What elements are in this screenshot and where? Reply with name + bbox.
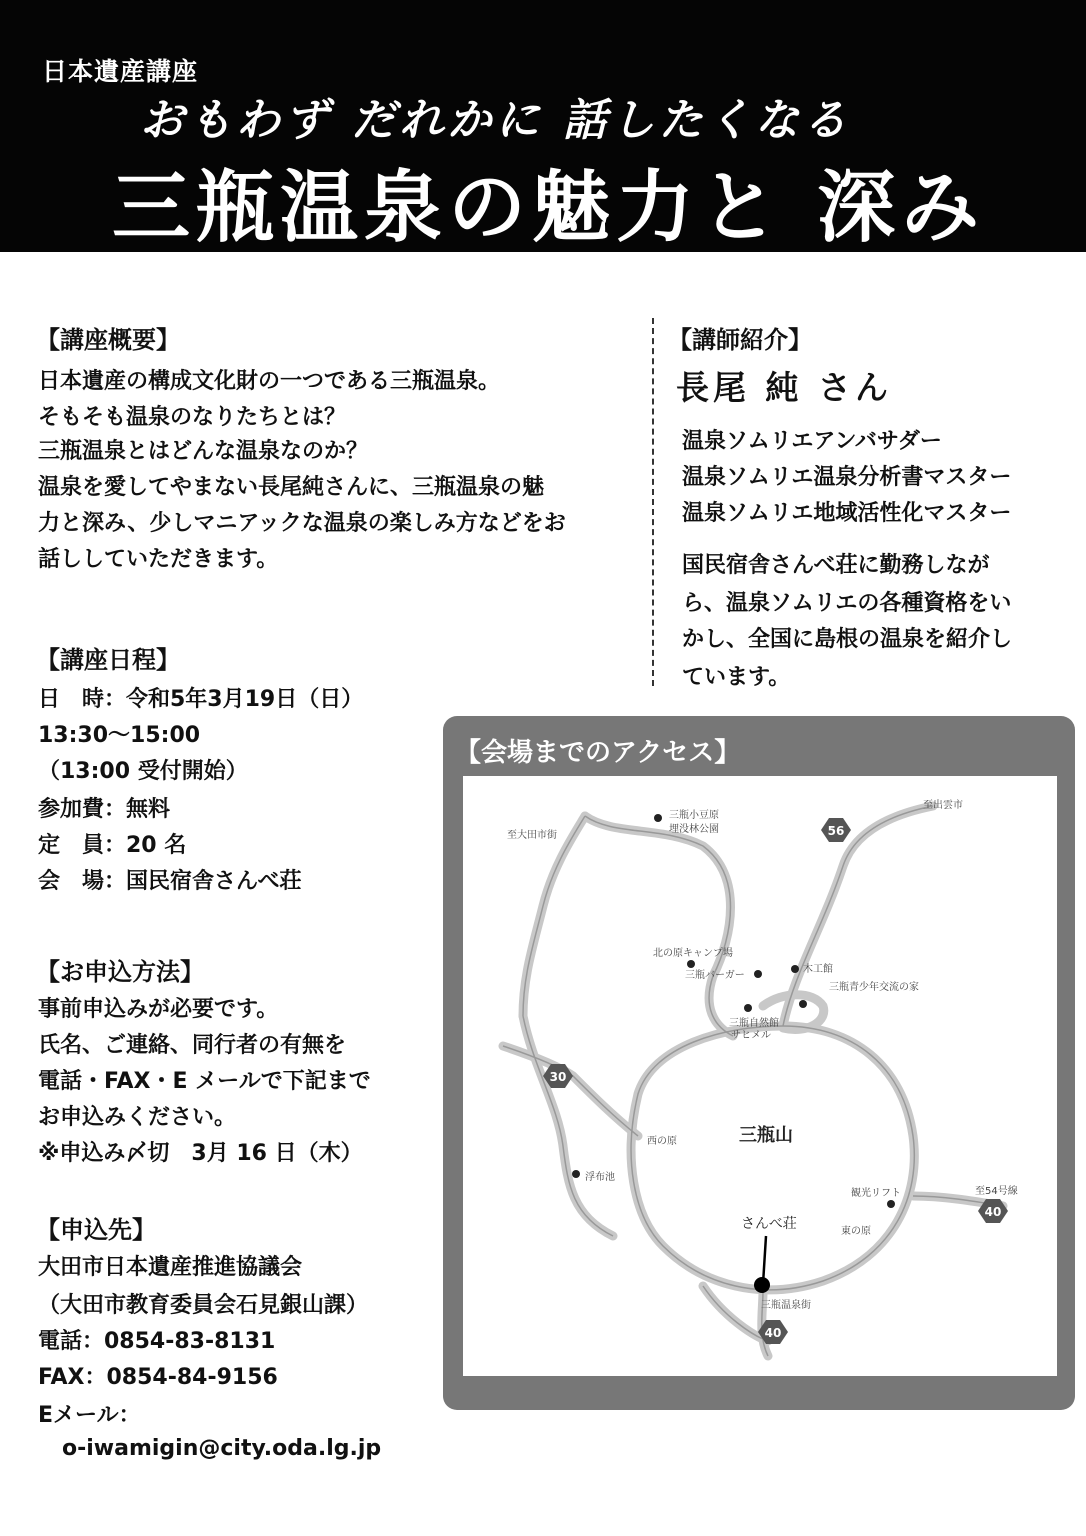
- contact-phone: 電話：0854-83-8131: [38, 1329, 276, 1354]
- map-label-mountain: 三瓶山: [739, 1125, 793, 1146]
- sanbe-so-marker: [754, 1277, 770, 1293]
- map-label-koutoubara: 三瓶小豆原: [669, 810, 719, 821]
- schedule-line: 参加費：無料: [38, 797, 171, 822]
- route-30-label: 30: [549, 1070, 567, 1084]
- apply-line: 電話・FAX・E メールで下記まで: [38, 1069, 371, 1094]
- apply-heading: 【お申込方法】: [36, 958, 204, 986]
- route-56-icon: [821, 818, 851, 842]
- map-label-izumo: 至出雲市: [923, 800, 963, 811]
- map-label-nishinohara: 西の原: [647, 1136, 677, 1147]
- schedule-heading: 【講座日程】: [36, 646, 180, 674]
- contact-dept: （大田市教育委員会石見銀山課）: [38, 1293, 369, 1318]
- map-label-rte54: 至54号線: [975, 1186, 1018, 1197]
- map-label-camp: 北の原キャンプ場: [653, 948, 733, 959]
- mokkou-marker: [791, 965, 799, 973]
- map-label-maibotsu: 埋没林公園: [669, 824, 719, 835]
- instructor-name: 長尾 純 さん: [676, 368, 892, 407]
- apply-line: お申込みください。: [38, 1105, 237, 1130]
- contact-email-label: Eメール：: [38, 1403, 141, 1428]
- schedule-line: 定 員：20 名: [38, 833, 187, 858]
- schedule-line: 13:30～15:00: [38, 723, 201, 748]
- overview-line: そもそも温泉のなりたちとは？: [38, 405, 347, 430]
- map-label-oda: 至大田市街: [507, 830, 557, 841]
- map-label-higashinohara: 東の原: [841, 1226, 871, 1237]
- instructor-title: 温泉ソムリエ地域活性化マスター: [682, 501, 1012, 526]
- museum-marker: [744, 1004, 752, 1012]
- apply-line: 事前申込みが必要です。: [38, 997, 279, 1022]
- route-56-label: 56: [827, 824, 845, 838]
- map-label-mokkou: 木工館: [803, 964, 833, 975]
- contact-heading: 【申込先】: [36, 1216, 156, 1244]
- apply-deadline: ※申込み〆切 3月 16 日（木）: [38, 1141, 363, 1166]
- instructor-bio-line: ています。: [682, 665, 791, 690]
- burger-marker: [754, 970, 762, 978]
- kitanohara-marker: [687, 960, 695, 968]
- instructor-title: 温泉ソムリエアンバサダー: [682, 429, 942, 454]
- map-label-ukinunoike: 浮布池: [585, 1172, 615, 1183]
- map-label-burger: 三瓶バーガー: [685, 970, 745, 981]
- lift-marker: [887, 1200, 895, 1208]
- map-label-youth: 三瓶青少年交流の家: [829, 982, 919, 993]
- contact-fax: FAX：0854-84-9156: [38, 1365, 278, 1390]
- access-map-heading: 【会場までのアクセス】: [455, 738, 741, 768]
- instructor-heading: 【講師紹介】: [668, 326, 812, 354]
- schedule-line: 会 場：国民宿舎さんべ荘: [38, 869, 302, 894]
- access-map: [463, 776, 1057, 1376]
- overview-line: 話ししていただきます。: [38, 547, 279, 572]
- map-label-sahimeru: サヒメル: [731, 1030, 771, 1041]
- apply-line: 氏名、ご連絡、同行者の有無を: [38, 1033, 347, 1058]
- overview-line: 力と深み、少しマニアックな温泉の楽しみ方などをお: [38, 511, 566, 536]
- contact-org: 大田市日本遺産推進協議会: [38, 1255, 303, 1280]
- instructor-title: 温泉ソムリエ温泉分析書マスター: [682, 465, 1012, 490]
- subtitle: おもわず だれかに 話したくなる: [140, 95, 851, 146]
- koutoubara-marker: [654, 814, 662, 822]
- ukinunoike-marker: [572, 1170, 580, 1178]
- instructor-bio-line: 国民宿舎さんべ荘に勤務しなが: [682, 553, 990, 578]
- page-title: 三瓶温泉の魅力と 深み: [112, 163, 986, 253]
- overview-heading: 【講座概要】: [36, 326, 180, 354]
- series-label: 日本遺産講座: [42, 57, 199, 86]
- overview-line: 温泉を愛してやまない長尾純さんに、三瓶温泉の魅: [38, 475, 545, 500]
- schedule-line: 日 時：令和5年3月19日（日）: [38, 687, 364, 712]
- header-banner: [0, 0, 1086, 252]
- instructor-bio-line: かし、全国に島根の温泉を紹介し: [682, 627, 1013, 652]
- map-label-lift: 観光リフト: [851, 1188, 901, 1199]
- map-label-onsen: 三瓶温泉街: [761, 1300, 811, 1311]
- route-40-south-label: 40: [764, 1326, 782, 1340]
- route-40-east-label: 40: [984, 1205, 1002, 1219]
- instructor-bio-line: ら、温泉ソムリエの各種資格をい: [682, 591, 1012, 616]
- schedule-line: （13:00 受付開始）: [38, 759, 248, 784]
- contact-email[interactable]: o-iwamigin@city.oda.lg.jp: [62, 1436, 382, 1461]
- overview-line: 三瓶温泉とはどんな温泉なのか？: [38, 439, 369, 464]
- map-label-museum: 三瓶自然館: [729, 1018, 779, 1029]
- map-label-sanbe-so: さんべ荘: [741, 1216, 797, 1232]
- youth-house-marker: [799, 1000, 807, 1008]
- column-divider: [652, 318, 654, 686]
- overview-line: 日本遺産の構成文化財の一つである三瓶温泉。: [38, 369, 501, 394]
